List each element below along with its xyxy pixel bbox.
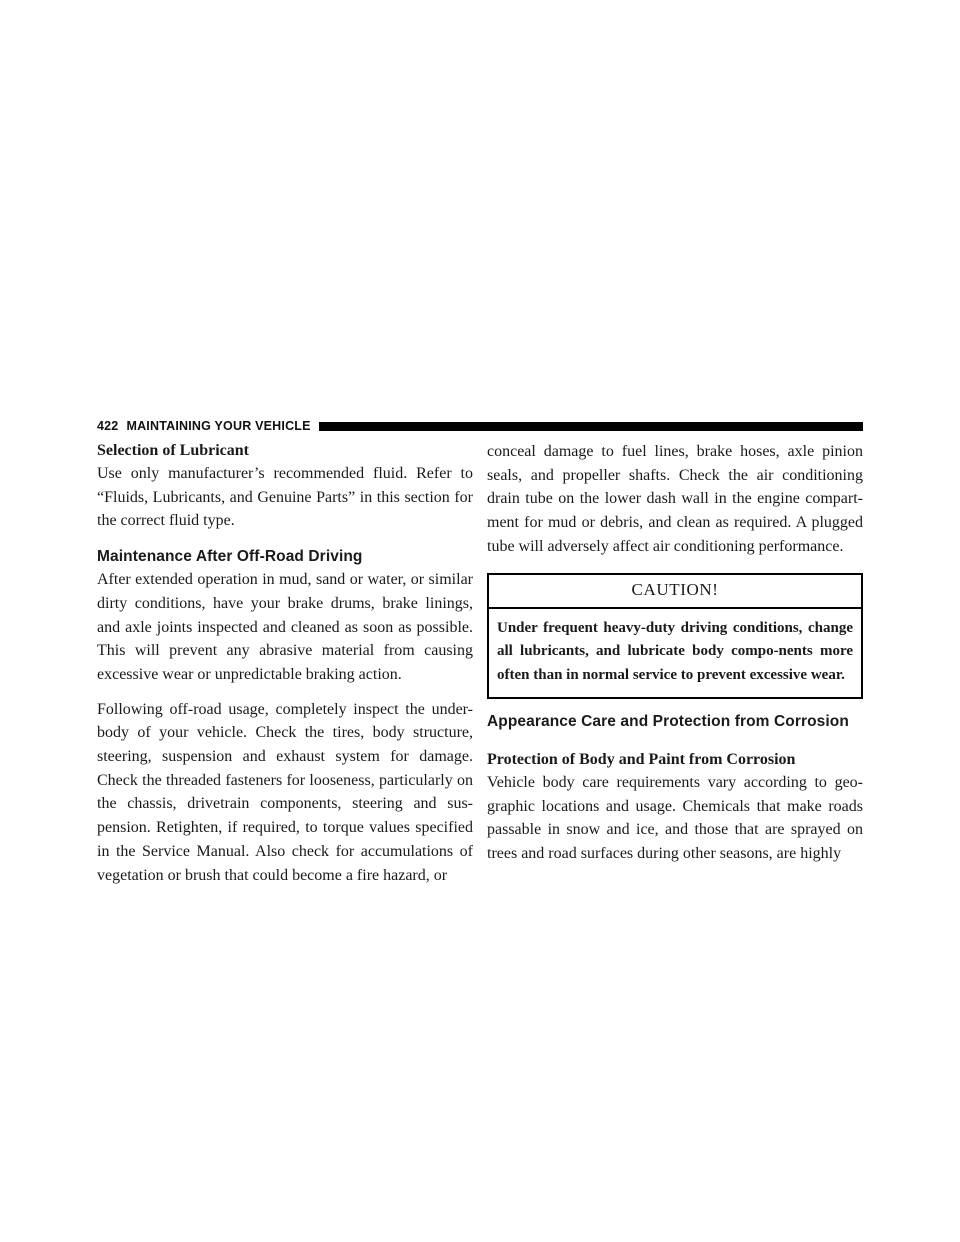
header-rule [319,422,863,431]
offroad-heading: Maintenance After Off-Road Driving [97,548,363,566]
appearance-heading: Appearance Care and Protection from Corrosion [487,713,849,731]
protection-paragraph: Vehicle body care requirements vary according to geo-graphic locations and usage. Chemicals that make roads passable in snow and ice, and those that are sprayed on trees and road surfaces during other seasons, are highly [487,774,863,863]
right-column [487,440,863,866]
page-header [97,418,863,434]
continued-paragraph: conceal damage to fuel lines, brake hoses, axle pinion seals, and propeller shafts. Check the air conditioning drain tube on the lower dash wall in the engine compart-ment for mud or debris, and clean as required. A plugged tube will adversely affect air conditioning performance. [487,443,863,555]
offroad-paragraph-2: Following off-road usage, completely inspect the under-body of your vehicle. Check the tires, body structure, steering, suspension and exhaust system for damage. Check the threaded fasteners for looseness, particularly on the chassis, drivetrain components, steering and sus-pension. Retighten, if required, to torque values specified in the Service Manual. Also check for accumulations of vegetation or brush that could become a fire hazard, or [97,700,473,884]
lubricant-paragraph: Use only manufacturer’s recommended fluid. Refer to “Fluids, Lubricants, and Genuine Parts” in this section for the correct fluid type. [97,465,473,530]
caution-title: CAUTION! [489,575,861,609]
section-title: MAINTAINING YOUR VEHICLE [126,419,311,433]
protection-heading: Protection of Body and Paint from Corrosion [487,751,796,769]
lubricant-heading: Selection of Lubricant [97,442,249,459]
offroad-paragraph-1: After extended operation in mud, sand or water, or similar dirty conditions, have your brake drums, brake linings, and axle joints inspected and cleaned as soon as possible. This will prevent any abrasive material from causing excessive wear or unpredictable braking action. [97,571,473,683]
left-column [97,440,473,887]
caution-box [487,573,863,700]
page-number: 422 [97,419,119,433]
caution-body: Under frequent heavy-duty driving conditions, change all lubricants, and lubricate body compo-nents more often than in normal service to prevent excessive wear. [497,619,853,683]
